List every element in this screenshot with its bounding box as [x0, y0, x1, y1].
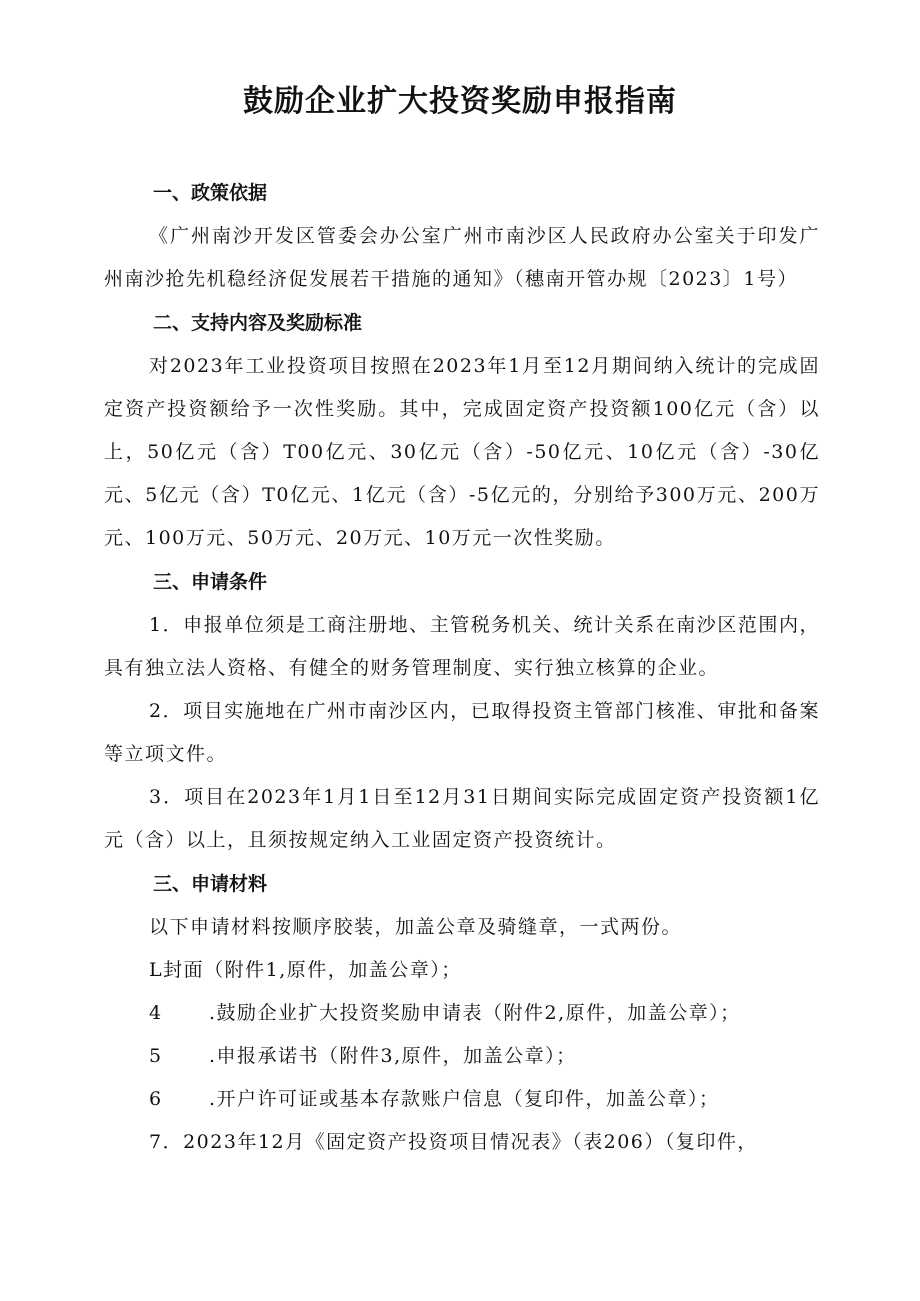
materials-item-number: 6	[149, 1088, 163, 1110]
materials-list-item	[104, 1078, 820, 1121]
condition-paragraph: 3．项目在2023年1月1日至12月31日期间实际完成固定资产投资额1亿元（含）以上，且须按规定纳入工业固定资产投资统计。	[104, 786, 820, 851]
materials-item-text: .鼓励企业扩大投资奖励申请表（附件2,原件，加盖公章）；	[209, 1002, 741, 1024]
condition-paragraph: 1．申报单位须是工商注册地、主管税务机关、统计关系在南沙区范围内，具有独立法人资格、有健全的财务管理制度、实行独立核算的企业。	[104, 614, 820, 679]
condition-paragraph: 2．项目实施地在广州市南沙区内，已取得投资主管部门核准、审批和备案等立项文件。	[104, 700, 820, 765]
materials-list-item	[104, 992, 820, 1035]
materials-intro: 以下申请材料按顺序胶装，加盖公章及骑缝章，一式两份。	[149, 916, 683, 938]
section-paragraph: 对2023年工业投资项目按照在2023年1月至12月期间纳入统计的完成固定资产投资额给予一次性奖励。其中，完成固定资产投资额100亿元（含）以上，50亿元（含）T00亿元、30亿元（含）-50亿元、10亿元（含）-30亿元、5亿元（含）T0亿元、1亿元（含）-5亿元的，分别给予300万元、200万元、100万元、50万元、20万元、10万元一次性奖励。	[104, 355, 820, 549]
materials-item-text: .申报承诺书（附件3,原件，加盖公章）；	[209, 1045, 577, 1067]
materials-list-item	[104, 1035, 820, 1078]
materials-list-item-trailing: 7．2023年12月《固定资产投资项目情况表》（表206）（复印件，	[149, 1131, 758, 1153]
section-paragraph: 《广州南沙开发区管委会办公室广州市南沙区人民政府办公室关于印发广州南沙抢先机稳经济促发展若干措施的通知》（穗南开管办规〔2023〕1号）	[104, 225, 820, 290]
section-heading-conditions: 三、申请条件	[153, 571, 268, 593]
document-title: 鼓励企业扩大投资奖励申报指南	[243, 84, 677, 119]
materials-item-number: 4	[149, 1002, 163, 1024]
document-body	[104, 171, 820, 1164]
materials-list-item	[104, 949, 820, 992]
materials-item-number: 5	[149, 1045, 163, 1067]
section-heading-policy-basis: 一、政策依据	[153, 182, 268, 204]
materials-item-text: .开户许可证或基本存款账户信息（复印件，加盖公章）；	[209, 1088, 720, 1110]
section-heading-materials: 三、申请材料	[153, 873, 268, 895]
section-heading-support-content: 二、支持内容及奖励标准	[153, 312, 363, 334]
materials-item-text: L封面（附件1,原件，加盖公章）；	[149, 959, 462, 981]
